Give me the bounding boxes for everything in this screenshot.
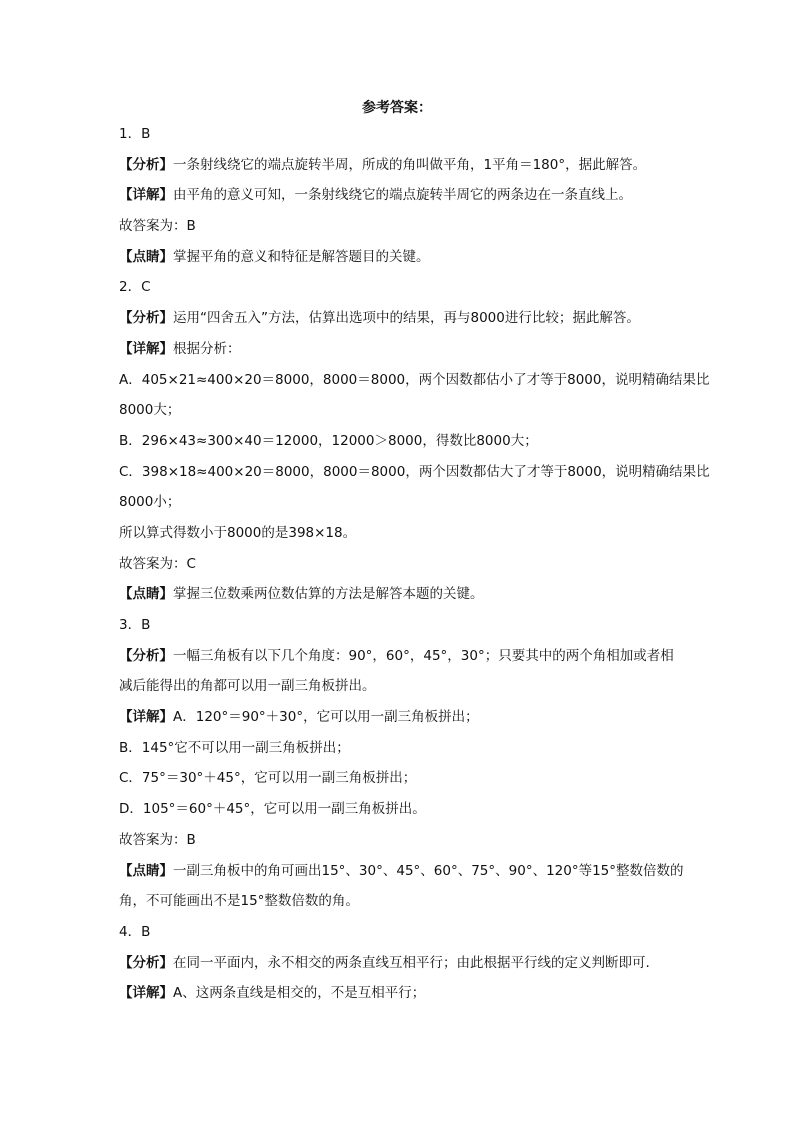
detail-text: A．120°＝90°＋30°，它可以用一副三角板拼出； [173,709,479,726]
q3-analysis-line2: 减后能得出的角都可以用一副三角板拼出。 [119,678,376,695]
q3-detail-c: C．75°＝30°＋45°，它可以用一副三角板拼出； [119,770,417,787]
q1-analysis [119,155,679,175]
q3-detail-a [119,707,679,727]
q3-detail-d: D．105°＝60°＋45°，它可以用一副三角板拼出。 [119,801,426,818]
q1-number: 1．B [119,126,151,142]
q2-option-c-line1: C．398×18≈400×20＝8000，8000＝8000，两个因数都估大了才等于8000，说明精确结果比 [119,463,710,480]
detail-text: A、这两条直线是相交的，不是互相平行； [173,985,426,1002]
q1-detail [119,185,679,205]
q2-option-c-line2: 8000小； [119,494,181,511]
q1-comment [119,247,679,267]
q3-number: 3．B [119,617,151,633]
comment-text: 掌握平角的意义和特征是解答题目的关键。 [173,248,430,265]
q2-detail [119,339,679,359]
analysis-text: 一条射线绕它的端点旋转半周，所成的角叫做平角，1平角＝180°，据此解答。 [173,156,647,173]
analysis-tag: 【分析】 [119,954,173,971]
analysis-text: 运用“四舍五入”方法，估算出选项中的结果，再与8000进行比较；据此解答。 [173,310,640,327]
q3-comment-line1 [119,861,684,881]
q3-analysis-line1 [119,646,679,666]
analysis-tag: 【分析】 [119,310,173,327]
q2-option-b: B．296×43≈300×40＝12000，12000＞8000，得数比8000大； [119,432,538,449]
q1-answer: 故答案为：B [119,218,196,235]
comment-tag: 【点睛】 [119,248,173,265]
q2-option-a-line2: 8000大； [119,402,181,419]
detail-text: 根据分析： [173,340,241,357]
analysis-text: 在同一平面内，永不相交的两条直线互相平行；由此根据平行线的定义判断即可. [173,954,650,971]
detail-tag: 【详解】 [119,709,173,726]
q3-answer: 故答案为：B [119,831,196,848]
detail-tag: 【详解】 [119,985,173,1002]
comment-tag: 【点睛】 [119,586,173,603]
comment-text: 一副三角板中的角可画出15°、30°、45°、60°、75°、90°、120°等15°整数倍数的 [173,862,684,879]
detail-tag: 【详解】 [119,187,173,204]
detail-text: 由平角的意义可知，一条射线绕它的端点旋转半周它的两条边在一条直线上。 [173,187,632,204]
q2-number: 2．C [119,279,151,296]
q4-detail [119,983,679,1003]
detail-tag: 【详解】 [119,340,173,357]
q2-analysis [119,308,679,328]
analysis-tag: 【分析】 [119,156,173,173]
answer-content [119,124,710,1014]
q2-answer: 故答案为：C [119,555,196,572]
q2-comment [119,584,679,604]
comment-tag: 【点睛】 [119,862,173,879]
q3-comment-line2: 角，不可能画出不是15°整数倍数的角。 [119,893,359,910]
analysis-tag: 【分析】 [119,647,173,664]
page-title: 参考答案： [362,100,432,116]
q2-option-a-line1: A．405×21≈400×20＝8000，8000＝8000，两个因数都估小了才等于8000，说明精确结果比 [119,371,710,388]
comment-text: 掌握三位数乘两位数估算的方法是解答本题的关键。 [173,586,484,603]
analysis-text: 一幅三角板有以下几个角度：90°，60°，45°，30°；只要其中的两个角相加或者相 [173,647,674,664]
q2-conclusion: 所以算式得数小于8000的是398×18。 [119,524,357,541]
q4-number: 4．B [119,923,151,940]
q3-detail-b: B．145°它不可以用一副三角板拼出； [119,739,350,756]
q4-analysis [119,953,679,973]
